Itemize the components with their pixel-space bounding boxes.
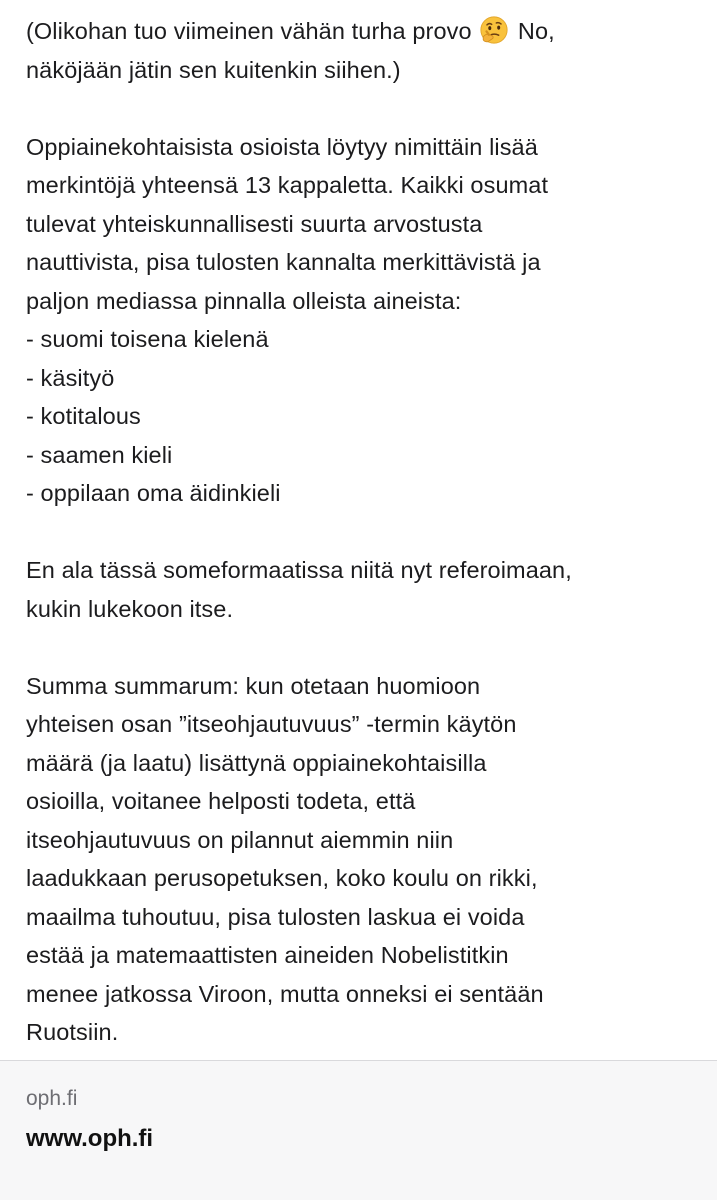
text-line: estää ja matemaattisten aineiden Nobelistitkin [26,942,509,968]
text-line: määrä (ja laatu) lisättynä oppiainekohtaisilla [26,749,487,776]
list-item: - oppilaan oma äidinkieli [26,480,281,506]
post-text [26,12,706,1052]
text-line: nauttivista, pisa tulosten kannalta merkittävistä ja [26,249,541,275]
paragraph-gap [26,513,706,552]
text-line: merkintöjä yhteensä 13 kappaletta. Kaikki osumat [26,172,549,198]
text-line: maailma tuhoutuu, pisa tulosten laskua ei voida [26,903,525,930]
link-title[interactable]: www.oph.fi [26,1125,154,1152]
text-line: menee jatkossa Viroon, mutta onneksi ei sentään [26,980,544,1007]
link-domain: oph.fi [26,1087,78,1110]
link-preview-card[interactable] [0,1060,717,1200]
text-line: yhteisen osan ”itseohjautuvuus” -termin käytön [26,711,517,737]
text-line: Ruotsiin. [26,1019,119,1045]
paragraph-gap [26,89,706,128]
text-line: laadukkaan perusopetuksen, koko koulu on rikki, [26,865,538,891]
text-line: kukin lukekoon itse. [26,595,234,622]
list-item: - käsityö [26,364,115,391]
text-line: En ala tässä someformaatissa niitä nyt referoimaan, [26,557,572,583]
text-line: Summa summarum: kun otetaan huomioon [26,672,481,699]
text-line: itseohjautuvuus on pilannut aiemmin niin [26,826,454,853]
text-line-part: No, [517,18,555,44]
paragraph-summary [26,667,706,1052]
paragraph-gap [26,628,706,667]
text-line [26,12,706,51]
text-line: tulevat yhteiskunnallisesti suurta arvostusta [26,210,483,237]
text-line: näköjään jätin sen kuitenkin siihen.) [26,56,401,83]
text-line-part: (Olikohan tuo viimeinen vähän turha provo [26,18,472,44]
text-line: osioilla, voitanee helposti todeta, että [26,788,416,814]
paragraph-intro [26,12,706,89]
text-line: Oppiainekohtaisista osioista löytyy nimittäin lisää [26,133,538,160]
text-line: paljon mediassa pinnalla olleista aineista: [26,287,462,314]
paragraph-subjects [26,128,706,513]
thinking-face-emoji [479,15,509,45]
list-item: - suomi toisena kielenä [26,326,269,352]
list-item: - saamen kieli [26,441,173,468]
paragraph-referral [26,551,706,628]
list-item: - kotitalous [26,403,141,429]
